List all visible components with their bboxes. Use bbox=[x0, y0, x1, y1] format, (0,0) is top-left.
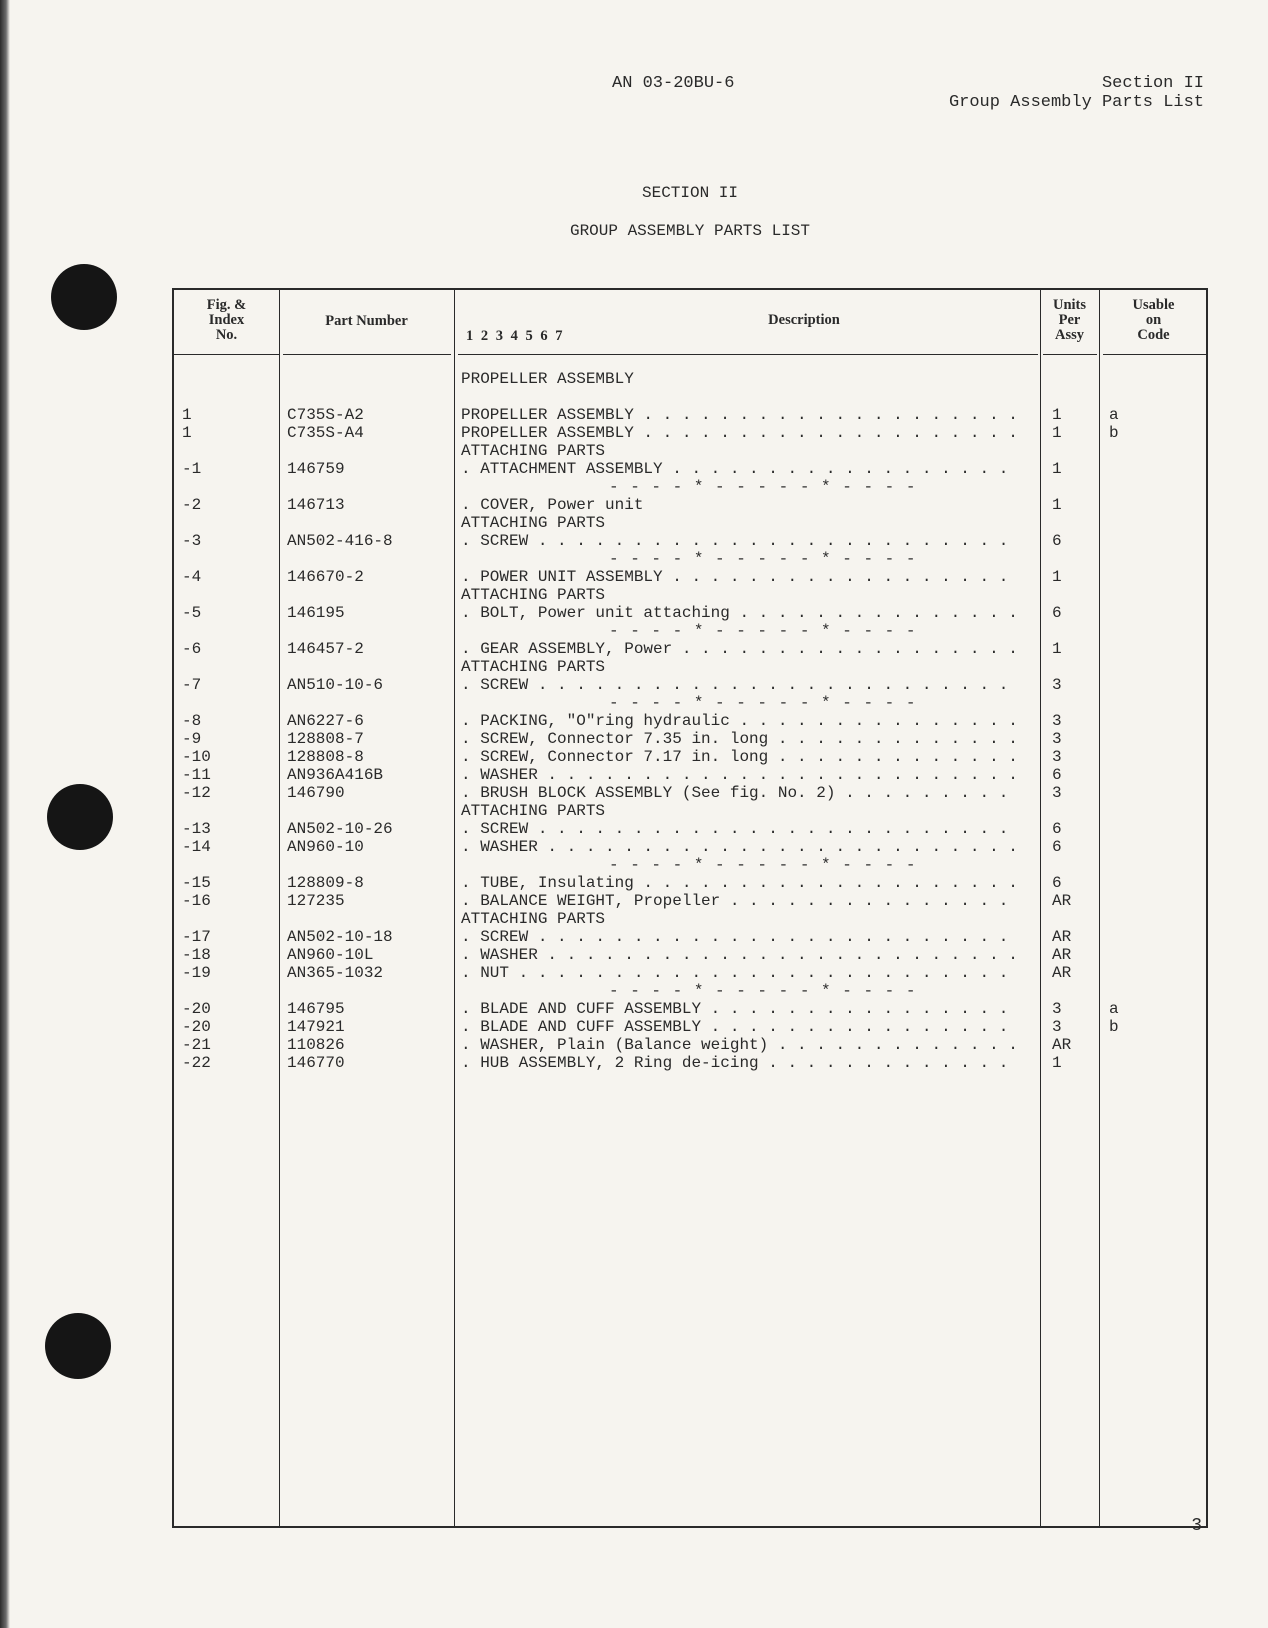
list-title: GROUP ASSEMBLY PARTS LIST bbox=[569, 222, 811, 240]
part-number-cell: 146457-2 bbox=[287, 640, 364, 658]
units-cell: 1 bbox=[1052, 424, 1062, 442]
units-cell: 1 bbox=[1052, 1054, 1062, 1072]
units-cell: 3 bbox=[1052, 748, 1062, 766]
description-cell: . WASHER . . . bbox=[461, 766, 1021, 784]
header-rule bbox=[1043, 354, 1097, 355]
units-cell: 6 bbox=[1052, 874, 1062, 892]
units-cell: 1 bbox=[1052, 460, 1062, 478]
description-cell: . ATTACHMENT ASSEMBLY . . . bbox=[461, 460, 1021, 478]
description-cell: . SCREW . . . bbox=[461, 928, 1021, 946]
fig-index-cell: -16 bbox=[182, 892, 211, 910]
units-cell: 6 bbox=[1052, 766, 1062, 784]
punch-hole-bottom bbox=[45, 1313, 111, 1379]
part-number-cell: AN510-10-6 bbox=[287, 676, 384, 694]
description-cell: . BOLT, Power unit attaching . . . bbox=[461, 604, 1021, 622]
description-cell: PROPELLER ASSEMBLY . . . bbox=[461, 424, 1021, 442]
fig-index-cell: -19 bbox=[182, 964, 211, 982]
units-cell: 6 bbox=[1052, 838, 1062, 856]
fig-index-cell: -11 bbox=[182, 766, 211, 784]
parts-list-table bbox=[172, 288, 1208, 1528]
fig-index-cell: -1 bbox=[182, 460, 202, 478]
description-cell: ATTACHING PARTS bbox=[461, 586, 606, 604]
units-cell: 6 bbox=[1052, 820, 1062, 838]
header-rule bbox=[458, 354, 1038, 355]
col-header-fig-index: Fig. & Index No. bbox=[206, 297, 247, 343]
fig-index-cell: -17 bbox=[182, 928, 211, 946]
fig-index-cell: -20 bbox=[182, 1018, 211, 1036]
part-number-cell: C735S-A2 bbox=[287, 406, 364, 424]
units-cell: AR bbox=[1052, 928, 1072, 946]
units-cell: 3 bbox=[1052, 676, 1062, 694]
col-header-units-per-assy: Units Per Assy bbox=[1052, 297, 1087, 343]
units-cell: AR bbox=[1052, 1036, 1072, 1054]
col-header-part-number: Part Number bbox=[325, 313, 408, 329]
units-cell: 1 bbox=[1052, 640, 1062, 658]
fig-index-cell: -21 bbox=[182, 1036, 211, 1054]
column-divider bbox=[1040, 290, 1041, 1526]
part-number-cell: AN502-10-26 bbox=[287, 820, 393, 838]
fig-index-cell: -18 bbox=[182, 946, 211, 964]
description-cell: - - - - * - - - - - * - - - - bbox=[609, 856, 917, 874]
units-cell: AR bbox=[1052, 964, 1072, 982]
fig-index-cell: -22 bbox=[182, 1054, 211, 1072]
description-cell: . POWER UNIT ASSEMBLY . . . bbox=[461, 568, 1021, 586]
units-cell: 6 bbox=[1052, 532, 1062, 550]
part-number-cell: 127235 bbox=[287, 892, 345, 910]
fig-index-cell: -13 bbox=[182, 820, 211, 838]
part-number-cell: 128808-7 bbox=[287, 730, 364, 748]
usable-code-cell: a bbox=[1109, 406, 1119, 424]
fig-index-cell: 1 bbox=[182, 406, 192, 424]
description-cell: ATTACHING PARTS bbox=[461, 442, 606, 460]
fig-index-cell: -4 bbox=[182, 568, 202, 586]
part-number-cell: AN502-416-8 bbox=[287, 532, 393, 550]
description-cell: . BRUSH BLOCK ASSEMBLY (See fig. No. 2) . . . bbox=[461, 784, 1021, 802]
units-cell: AR bbox=[1052, 946, 1072, 964]
section-title: SECTION II bbox=[641, 184, 738, 202]
description-cell: . TUBE, Insulating . . . bbox=[461, 874, 1021, 892]
description-cell: PROPELLER ASSEMBLY bbox=[461, 370, 634, 388]
part-number-cell: AN6227-6 bbox=[287, 712, 364, 730]
description-cell: . SCREW, Connector 7.17 in. long . . . bbox=[461, 748, 1021, 766]
running-header bbox=[949, 74, 1204, 112]
page-number: 3 bbox=[1191, 1516, 1202, 1536]
part-number-cell: 146195 bbox=[287, 604, 345, 622]
col-header-description: Description bbox=[768, 312, 840, 328]
description-cell: ATTACHING PARTS bbox=[461, 514, 606, 532]
header-rule bbox=[1103, 354, 1208, 355]
units-cell: 1 bbox=[1052, 406, 1062, 424]
fig-index-cell: -12 bbox=[182, 784, 211, 802]
units-cell: 3 bbox=[1052, 730, 1062, 748]
description-cell: . WASHER, Plain (Balance weight) . . . bbox=[461, 1036, 1021, 1054]
description-cell: ATTACHING PARTS bbox=[461, 910, 606, 928]
part-number-cell: C735S-A4 bbox=[287, 424, 364, 442]
description-cell: . PACKING, "O"ring hydraulic . . . bbox=[461, 712, 1021, 730]
units-cell: 3 bbox=[1052, 1018, 1062, 1036]
usable-code-cell: b bbox=[1109, 424, 1119, 442]
description-cell: . HUB ASSEMBLY, 2 Ring de-icing . . . bbox=[461, 1054, 1021, 1072]
fig-index-cell: -8 bbox=[182, 712, 202, 730]
fig-index-cell: -2 bbox=[182, 496, 202, 514]
part-number-cell: 146713 bbox=[287, 496, 345, 514]
description-cell: . GEAR ASSEMBLY, Power . . . bbox=[461, 640, 1021, 658]
description-cell: . BLADE AND CUFF ASSEMBLY . . . bbox=[461, 1000, 1021, 1018]
header-rule bbox=[174, 354, 279, 355]
units-cell: 3 bbox=[1052, 712, 1062, 730]
part-number-cell: AN960-10L bbox=[287, 946, 374, 964]
part-number-cell: 147921 bbox=[287, 1018, 345, 1036]
col-header-usable-on-code: Usable on Code bbox=[1132, 297, 1175, 343]
fig-index-cell: -15 bbox=[182, 874, 211, 892]
description-cell: PROPELLER ASSEMBLY . . . bbox=[461, 406, 1021, 424]
fig-index-cell: -20 bbox=[182, 1000, 211, 1018]
part-number-cell: AN936A416B bbox=[287, 766, 384, 784]
description-cell: ATTACHING PARTS bbox=[461, 658, 606, 676]
fig-index-cell: -7 bbox=[182, 676, 202, 694]
description-cell: - - - - * - - - - - * - - - - bbox=[609, 478, 917, 496]
description-cell: . NUT . . . bbox=[461, 964, 1021, 982]
fig-index-cell: -5 bbox=[182, 604, 202, 622]
binder-edge bbox=[0, 0, 10, 1628]
column-divider bbox=[454, 290, 455, 1526]
fig-index-cell: 1 bbox=[182, 424, 192, 442]
description-cell: . BLADE AND CUFF ASSEMBLY . . . bbox=[461, 1018, 1021, 1036]
fig-index-cell: -14 bbox=[182, 838, 211, 856]
fig-index-cell: -9 bbox=[182, 730, 202, 748]
description-cell: . BALANCE WEIGHT, Propeller . . . bbox=[461, 892, 1021, 910]
fig-index-cell: -3 bbox=[182, 532, 202, 550]
part-number-cell: AN960-10 bbox=[287, 838, 364, 856]
part-number-cell: AN502-10-18 bbox=[287, 928, 393, 946]
part-number-cell: AN365-1032 bbox=[287, 964, 384, 982]
description-cell: . SCREW . . . bbox=[461, 532, 1021, 550]
column-divider bbox=[279, 290, 280, 1526]
part-number-cell: 146795 bbox=[287, 1000, 345, 1018]
description-cell: . SCREW . . . bbox=[461, 676, 1021, 694]
description-cell: ATTACHING PARTS bbox=[461, 802, 606, 820]
units-cell: 6 bbox=[1052, 604, 1062, 622]
description-cell: . WASHER . . . bbox=[461, 838, 1021, 856]
header-rule bbox=[283, 354, 451, 355]
description-cell: - - - - * - - - - - * - - - - bbox=[609, 622, 917, 640]
section-label: Section II bbox=[1101, 74, 1204, 93]
part-number-cell: 146759 bbox=[287, 460, 345, 478]
part-number-cell: 146670-2 bbox=[287, 568, 364, 586]
part-number-cell: 128808-8 bbox=[287, 748, 364, 766]
part-number-cell: 146770 bbox=[287, 1054, 345, 1072]
description-cell: - - - - * - - - - - * - - - - bbox=[609, 982, 917, 1000]
usable-code-cell: b bbox=[1109, 1018, 1119, 1036]
units-cell: 1 bbox=[1052, 568, 1062, 586]
description-cell: . COVER, Power unit bbox=[461, 496, 644, 514]
description-cell: . SCREW . . . bbox=[461, 820, 1021, 838]
description-cell: - - - - * - - - - - * - - - - bbox=[609, 550, 917, 568]
fig-index-cell: -10 bbox=[182, 748, 211, 766]
document-number: AN 03-20BU-6 bbox=[612, 74, 735, 93]
units-cell: 1 bbox=[1052, 496, 1062, 514]
units-cell: AR bbox=[1052, 892, 1072, 910]
punch-hole-middle bbox=[47, 784, 113, 850]
description-cell: . SCREW, Connector 7.35 in. long . . . bbox=[461, 730, 1021, 748]
description-cell: - - - - * - - - - - * - - - - bbox=[609, 694, 917, 712]
description-cell: . WASHER . . . bbox=[461, 946, 1021, 964]
fig-index-cell: -6 bbox=[182, 640, 202, 658]
part-number-cell: 146790 bbox=[287, 784, 345, 802]
units-cell: 3 bbox=[1052, 1000, 1062, 1018]
usable-code-cell: a bbox=[1109, 1000, 1119, 1018]
col-header-indent-levels: 1 2 3 4 5 6 7 bbox=[466, 328, 563, 344]
part-number-cell: 110826 bbox=[287, 1036, 345, 1054]
section-subtitle: Group Assembly Parts List bbox=[948, 93, 1204, 112]
punch-hole-top bbox=[51, 264, 117, 330]
part-number-cell: 128809-8 bbox=[287, 874, 364, 892]
units-cell: 3 bbox=[1052, 784, 1062, 802]
